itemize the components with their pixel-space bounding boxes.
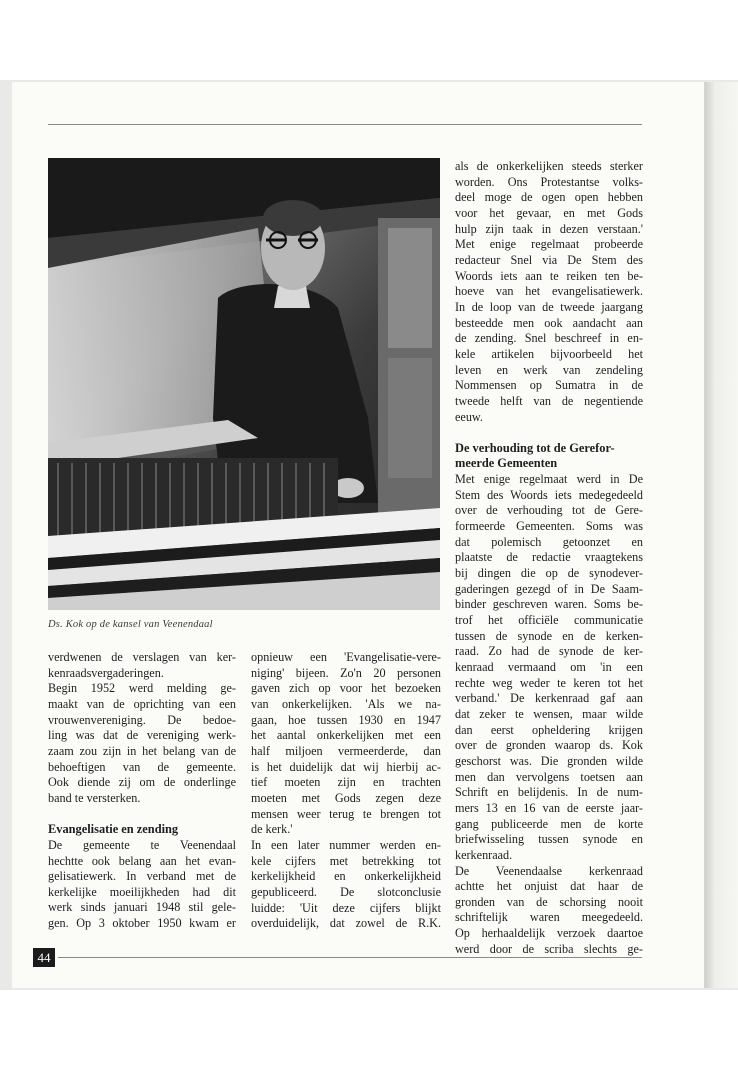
text-line: Met enige regelmaat werd in De	[455, 472, 643, 487]
text-line: achtte het onjuist dat haar de	[455, 879, 643, 894]
text-line: de zending. Snel beschreef in en-	[455, 331, 643, 346]
text-line: formeerde Gemeenten. Soms was	[455, 519, 643, 534]
photo-caption: Ds. Kok op de kansel van Veenendaal	[48, 619, 213, 630]
text-line: ling was dat de vereniging werk-	[48, 728, 236, 743]
text-line: schriftelijk waren meegedeeld.	[455, 910, 643, 925]
text-column-1	[48, 650, 236, 932]
text-line: briefwisseling tussen synode en	[455, 832, 643, 847]
header-rule	[48, 124, 642, 125]
text-line: redacteur Snel via De Stem des	[455, 252, 643, 267]
text-line: mensen weer terug te brengen tot	[251, 806, 441, 821]
next-page-edge	[705, 82, 738, 988]
text-line: binder geschreven waren. Soms be-	[455, 597, 643, 612]
text-line: De Veenendaalse kerkenraad	[455, 863, 643, 878]
text-line: hoeve van het evangelisatiewerk.	[455, 284, 643, 299]
text-line: dat polemisch getoonzet en	[455, 534, 643, 549]
text-line: gronden van de schorsing nooit	[455, 894, 643, 909]
text-line: gepubliceerd. De slotconclusie	[251, 884, 441, 899]
text-line: werd door de scriba slechts ge-	[455, 941, 643, 956]
text-column-3	[455, 159, 643, 957]
text-line: hulp zijn taak in dezen verstaan.'	[455, 221, 643, 236]
footer-rule	[58, 957, 642, 958]
section-heading-line-2: meerde Gemeenten	[455, 456, 558, 471]
text-line: In een later nummer werden en-	[251, 837, 441, 852]
text-line: band te versterken.	[48, 790, 141, 805]
text-line: bij dingen die op de synodever-	[455, 566, 643, 581]
text-line: gelisatiewerk. In verband met de	[48, 869, 236, 884]
text-line: is het duidelijk dat wij hierbij ac-	[251, 759, 441, 774]
text-line: Nommensen op Sumatra in de	[455, 378, 643, 393]
text-line: worden. Ons Protestantse volks-	[455, 174, 643, 189]
text-line: eeuw.	[455, 409, 483, 424]
text-line: Op herhaaldelijk verzoek daartoe	[455, 926, 643, 941]
text-line: kerkenraad.	[455, 847, 513, 862]
text-line: van onkerkelijken. 'Als we na-	[251, 696, 441, 711]
text-line: plaatste de redactie vraagtekens	[455, 550, 643, 565]
text-line: tussen de synode en de kerken-	[455, 628, 643, 643]
photo-preacher-pulpit	[48, 158, 440, 610]
text-column-2	[251, 650, 441, 932]
text-line: Ook diende zij om de onderlinge	[48, 775, 236, 790]
text-line: voor het gevaar, en met Gods	[455, 205, 643, 220]
text-line: tief moeten zijn en trachten	[251, 775, 441, 790]
text-line: hechtte ook belang aan het evan-	[48, 853, 236, 868]
text-line: over de verhouding tot de Gere-	[455, 503, 643, 518]
text-line: vrouwenvereniging. De bedoe-	[48, 712, 236, 727]
text-line: mers 13 en 16 van de eerste jaar-	[455, 800, 643, 815]
text-line: geschorst was. Die gronden wilde	[455, 753, 643, 768]
text-line: gaan, hoe tussen 1930 en 1947	[251, 712, 441, 727]
text-line: kerkelijkheid en onkerkelijkheid	[251, 869, 441, 884]
text-line: over de gronden waarop ds. Kok	[455, 738, 643, 753]
text-line: De gemeente te Veenendaal	[48, 837, 236, 852]
text-line: leven en werk van zendeling	[455, 362, 643, 377]
text-line: tweede helft van de negentiende	[455, 393, 643, 408]
text-line: deel moge de ogen open hebben	[455, 190, 643, 205]
text-line: als de onkerkelijken steeds sterker	[455, 159, 643, 173]
text-line: gaderingen gezegd of in De Saam-	[455, 581, 643, 596]
text-line: opnieuw een 'Evangelisatie-vere-	[251, 650, 441, 664]
text-line: kele cijfers met betrekking tot	[251, 853, 441, 868]
text-line: Stem des Woords iets medegedeeld	[455, 487, 643, 502]
text-line: luidde: 'Uit deze cijfers blijkt	[251, 900, 441, 915]
text-line: behoeftigen van de gemeente.	[48, 759, 236, 774]
text-line: gaven zich op voor het bezoeken	[251, 681, 441, 696]
text-line: niging' bijeen. Zo'n 20 personen	[251, 665, 441, 680]
text-line: kerkelijke moeilijkheden had dit	[48, 884, 236, 899]
text-line: men dan vervolgens toetsen aan	[455, 769, 643, 784]
text-line: gen. Op 3 oktober 1950 kwam er	[48, 916, 236, 931]
section-heading: Evangelisatie en zending	[48, 822, 179, 837]
text-line: dan eerst opheldering krijgen	[455, 722, 643, 737]
text-line: Met enige regelmaat probeerde	[455, 237, 643, 252]
text-line: het aantal onkerkelijken met een	[251, 728, 441, 743]
text-line: dat zeker te wensen, maar wilde	[455, 706, 643, 721]
text-line: verband.' De kerkenraad gaf aan	[455, 691, 643, 706]
text-line: kenraadsvergaderingen.	[48, 665, 164, 680]
text-line: zaam zou zijn in het belang van de	[48, 743, 236, 758]
text-line: kenraad vermaand om 'in een	[455, 659, 643, 674]
text-line: verdwenen de verslagen van ker-	[48, 650, 236, 664]
text-line: besteedde men ook aandacht aan	[455, 315, 643, 330]
text-line: Schrift en belijdenis. In de num-	[455, 785, 643, 800]
text-line: half miljoen vermeerderde, dan	[251, 743, 441, 758]
text-line: raad. Zo had de synode de ker-	[455, 644, 643, 659]
pulpit-photo-illustration	[48, 158, 440, 610]
text-line: moeten met Gods zegen deze	[251, 790, 441, 805]
text-line: werk sinds januari 1948 stil gele-	[48, 900, 236, 915]
text-line: kele artikelen bijvoorbeeld het	[455, 346, 643, 361]
section-heading-line-1: De verhouding tot de Gerefor-	[455, 440, 615, 455]
page-number: 44	[33, 948, 55, 967]
text-line: In de loop van de tweede jaargang	[455, 299, 643, 314]
text-line: maakt van de oprichting van een	[48, 696, 236, 711]
text-line: trof het officiële communicatie	[455, 613, 643, 628]
text-line: rechte weg weder te keren tot het	[455, 675, 643, 690]
text-line: gang publiceerde men de korte	[455, 816, 643, 831]
text-line: Begin 1952 werd melding ge-	[48, 681, 236, 696]
text-line: overduidelijk, dat zowel de R.K.	[251, 916, 441, 931]
text-line: de kerk.'	[251, 822, 293, 837]
text-line: Woords iets aan te reiken ten be-	[455, 268, 643, 283]
